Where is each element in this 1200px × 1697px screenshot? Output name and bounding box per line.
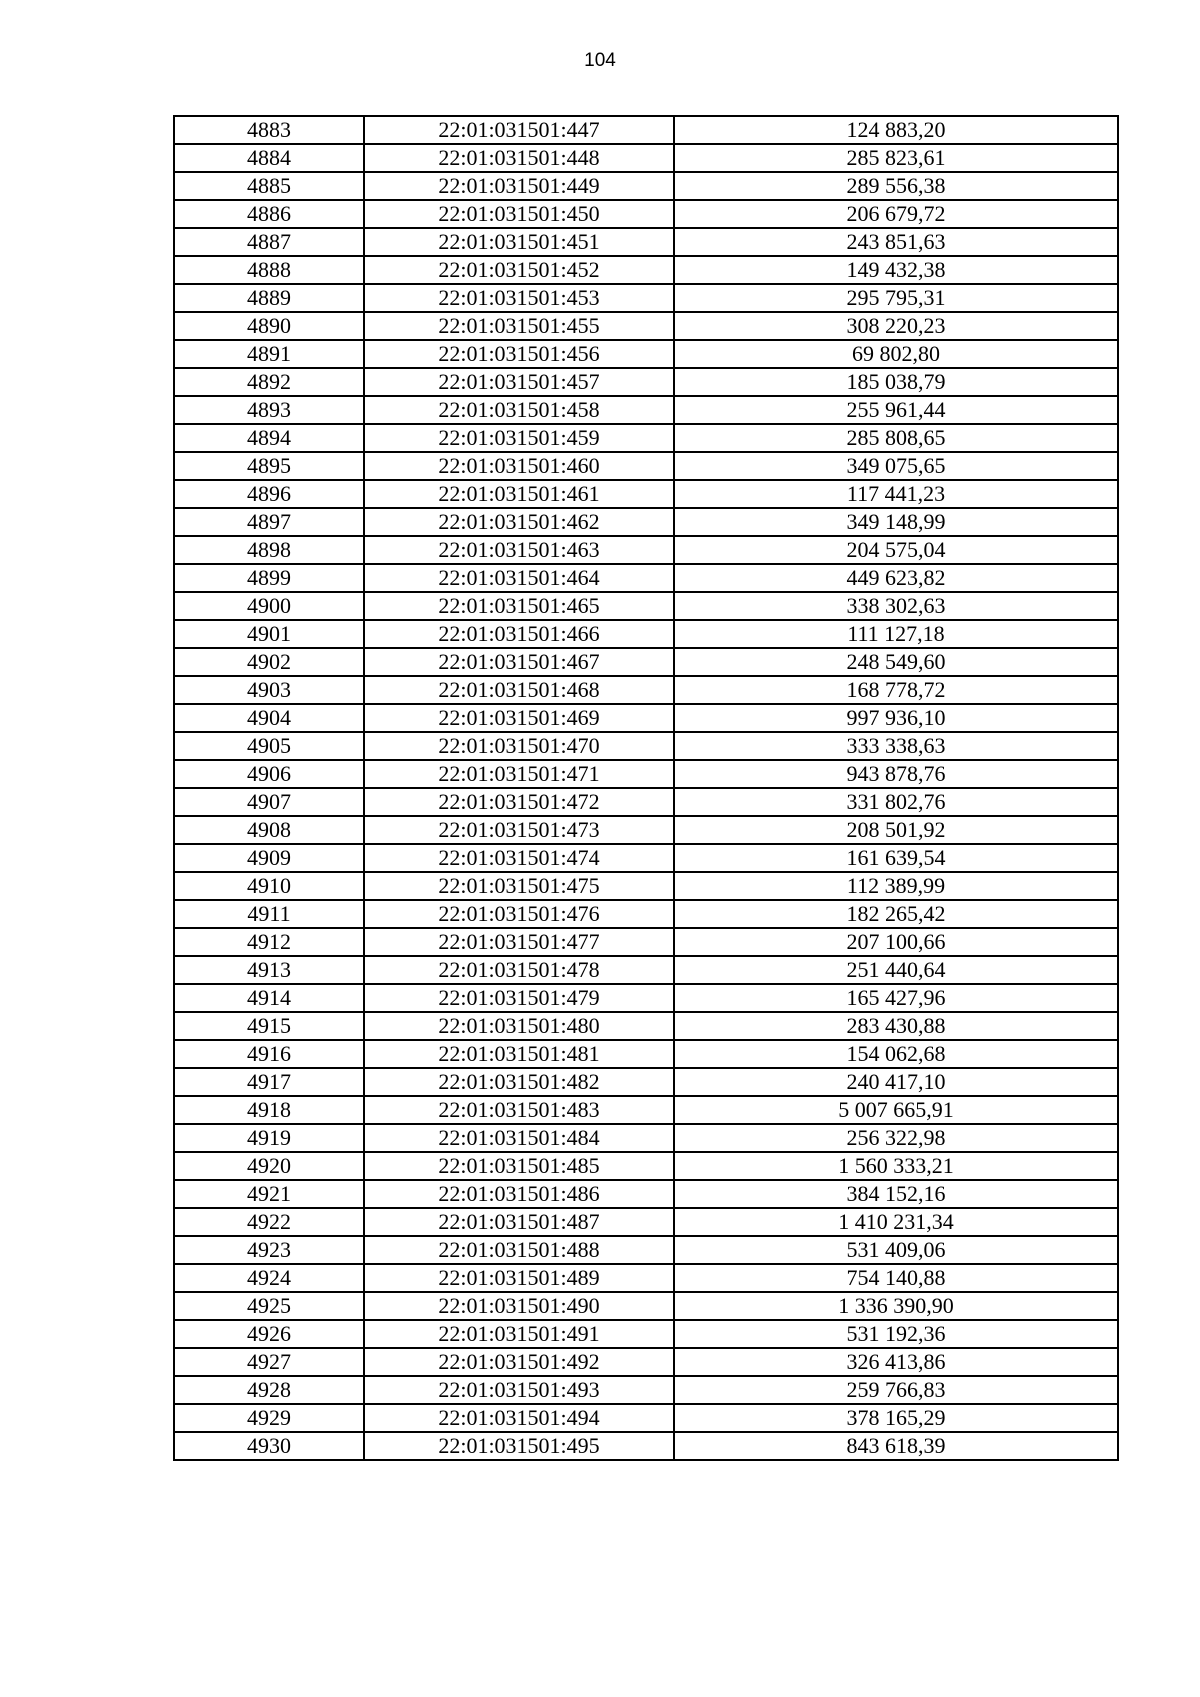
cadastral-number-cell: 22:01:031501:491 — [364, 1320, 674, 1348]
cadastral-value-cell: 338 302,63 — [674, 592, 1118, 620]
row-number-cell: 4883 — [174, 116, 364, 144]
table-row — [174, 228, 1118, 256]
row-number-cell: 4885 — [174, 172, 364, 200]
cadastral-number-cell: 22:01:031501:485 — [364, 1152, 674, 1180]
table-row — [174, 956, 1118, 984]
table-row — [174, 536, 1118, 564]
cadastral-value-cell: 256 322,98 — [674, 1124, 1118, 1152]
cadastral-value-cell: 161 639,54 — [674, 844, 1118, 872]
table-row — [174, 312, 1118, 340]
cadastral-value-cell: 384 152,16 — [674, 1180, 1118, 1208]
row-number-cell: 4900 — [174, 592, 364, 620]
table-row — [174, 1068, 1118, 1096]
cadastral-number-cell: 22:01:031501:463 — [364, 536, 674, 564]
cadastral-number-cell: 22:01:031501:468 — [364, 676, 674, 704]
table-row — [174, 732, 1118, 760]
cadastral-value-cell: 1 336 390,90 — [674, 1292, 1118, 1320]
table-row — [174, 1404, 1118, 1432]
row-number-cell: 4927 — [174, 1348, 364, 1376]
table-row — [174, 340, 1118, 368]
table-row — [174, 648, 1118, 676]
row-number-cell: 4911 — [174, 900, 364, 928]
cadastral-number-cell: 22:01:031501:479 — [364, 984, 674, 1012]
row-number-cell: 4909 — [174, 844, 364, 872]
table-row — [174, 480, 1118, 508]
cadastral-value-cell: 259 766,83 — [674, 1376, 1118, 1404]
cadastral-value-cell: 124 883,20 — [674, 116, 1118, 144]
cadastral-number-cell: 22:01:031501:487 — [364, 1208, 674, 1236]
cadastral-value-cell: 285 823,61 — [674, 144, 1118, 172]
cadastral-value-cell: 5 007 665,91 — [674, 1096, 1118, 1124]
cadastral-number-cell: 22:01:031501:465 — [364, 592, 674, 620]
table-row — [174, 872, 1118, 900]
row-number-cell: 4926 — [174, 1320, 364, 1348]
cadastral-value-cell: 295 795,31 — [674, 284, 1118, 312]
row-number-cell: 4921 — [174, 1180, 364, 1208]
table-row — [174, 564, 1118, 592]
cadastral-number-cell: 22:01:031501:469 — [364, 704, 674, 732]
row-number-cell: 4891 — [174, 340, 364, 368]
cadastral-value-cell: 185 038,79 — [674, 368, 1118, 396]
row-number-cell: 4899 — [174, 564, 364, 592]
cadastral-value-cell: 154 062,68 — [674, 1040, 1118, 1068]
table-row — [174, 984, 1118, 1012]
table-row — [174, 1320, 1118, 1348]
table-row — [174, 1376, 1118, 1404]
table-row — [174, 1208, 1118, 1236]
cadastral-value-cell: 117 441,23 — [674, 480, 1118, 508]
table-row — [174, 368, 1118, 396]
cadastral-number-cell: 22:01:031501:452 — [364, 256, 674, 284]
cadastral-value-cell: 349 075,65 — [674, 452, 1118, 480]
table-row — [174, 1040, 1118, 1068]
row-number-cell: 4925 — [174, 1292, 364, 1320]
table-row — [174, 1236, 1118, 1264]
cadastral-number-cell: 22:01:031501:456 — [364, 340, 674, 368]
row-number-cell: 4912 — [174, 928, 364, 956]
row-number-cell: 4887 — [174, 228, 364, 256]
row-number-cell: 4917 — [174, 1068, 364, 1096]
row-number-cell: 4894 — [174, 424, 364, 452]
row-number-cell: 4904 — [174, 704, 364, 732]
cadastral-number-cell: 22:01:031501:476 — [364, 900, 674, 928]
table-row — [174, 424, 1118, 452]
cadastral-value-cell: 112 389,99 — [674, 872, 1118, 900]
row-number-cell: 4888 — [174, 256, 364, 284]
cadastral-number-cell: 22:01:031501:475 — [364, 872, 674, 900]
cadastral-number-cell: 22:01:031501:484 — [364, 1124, 674, 1152]
cadastral-value-cell: 331 802,76 — [674, 788, 1118, 816]
cadastral-value-cell: 326 413,86 — [674, 1348, 1118, 1376]
row-number-cell: 4930 — [174, 1432, 364, 1460]
cadastral-value-cell: 1 410 231,34 — [674, 1208, 1118, 1236]
cadastral-value-cell: 531 409,06 — [674, 1236, 1118, 1264]
cadastral-number-cell: 22:01:031501:490 — [364, 1292, 674, 1320]
cadastral-value-cell: 349 148,99 — [674, 508, 1118, 536]
cadastral-value-cell: 754 140,88 — [674, 1264, 1118, 1292]
cadastral-number-cell: 22:01:031501:481 — [364, 1040, 674, 1068]
row-number-cell: 4929 — [174, 1404, 364, 1432]
row-number-cell: 4890 — [174, 312, 364, 340]
cadastral-value-cell: 243 851,63 — [674, 228, 1118, 256]
table-row — [174, 1432, 1118, 1460]
cadastral-number-cell: 22:01:031501:486 — [364, 1180, 674, 1208]
cadastral-number-cell: 22:01:031501:482 — [364, 1068, 674, 1096]
table-row — [174, 1096, 1118, 1124]
row-number-cell: 4908 — [174, 816, 364, 844]
row-number-cell: 4895 — [174, 452, 364, 480]
cadastral-value-cell: 207 100,66 — [674, 928, 1118, 956]
cadastral-number-cell: 22:01:031501:458 — [364, 396, 674, 424]
table-row — [174, 144, 1118, 172]
row-number-cell: 4916 — [174, 1040, 364, 1068]
row-number-cell: 4920 — [174, 1152, 364, 1180]
table-row — [174, 900, 1118, 928]
cadastral-value-cell: 308 220,23 — [674, 312, 1118, 340]
cadastral-number-cell: 22:01:031501:461 — [364, 480, 674, 508]
table-row — [174, 704, 1118, 732]
row-number-cell: 4922 — [174, 1208, 364, 1236]
row-number-cell: 4914 — [174, 984, 364, 1012]
cadastral-value-cell: 204 575,04 — [674, 536, 1118, 564]
cadastral-number-cell: 22:01:031501:464 — [364, 564, 674, 592]
cadastral-number-cell: 22:01:031501:448 — [364, 144, 674, 172]
row-number-cell: 4905 — [174, 732, 364, 760]
table-row — [174, 816, 1118, 844]
table-row — [174, 1124, 1118, 1152]
row-number-cell: 4893 — [174, 396, 364, 424]
row-number-cell: 4919 — [174, 1124, 364, 1152]
cadastral-number-cell: 22:01:031501:459 — [364, 424, 674, 452]
page-number: 104 — [584, 50, 616, 71]
row-number-cell: 4910 — [174, 872, 364, 900]
cadastral-number-cell: 22:01:031501:467 — [364, 648, 674, 676]
row-number-cell: 4892 — [174, 368, 364, 396]
cadastral-value-cell: 843 618,39 — [674, 1432, 1118, 1460]
cadastral-number-cell: 22:01:031501:450 — [364, 200, 674, 228]
cadastral-value-cell: 449 623,82 — [674, 564, 1118, 592]
row-number-cell: 4913 — [174, 956, 364, 984]
cadastral-value-cell: 149 432,38 — [674, 256, 1118, 284]
cadastral-number-cell: 22:01:031501:472 — [364, 788, 674, 816]
cadastral-value-cell: 997 936,10 — [674, 704, 1118, 732]
cadastral-number-cell: 22:01:031501:477 — [364, 928, 674, 956]
cadastral-value-cell: 531 192,36 — [674, 1320, 1118, 1348]
cadastral-value-cell: 333 338,63 — [674, 732, 1118, 760]
cadastral-number-cell: 22:01:031501:471 — [364, 760, 674, 788]
row-number-cell: 4907 — [174, 788, 364, 816]
cadastral-number-cell: 22:01:031501:447 — [364, 116, 674, 144]
cadastral-value-cell: 251 440,64 — [674, 956, 1118, 984]
table-row — [174, 788, 1118, 816]
cadastral-value-cell: 111 127,18 — [674, 620, 1118, 648]
cadastral-value-cell: 283 430,88 — [674, 1012, 1118, 1040]
cadastral-number-cell: 22:01:031501:474 — [364, 844, 674, 872]
table-row — [174, 396, 1118, 424]
row-number-cell: 4889 — [174, 284, 364, 312]
cadastral-value-cell: 289 556,38 — [674, 172, 1118, 200]
table-row — [174, 256, 1118, 284]
cadastral-value-cell: 182 265,42 — [674, 900, 1118, 928]
cadastral-number-cell: 22:01:031501:451 — [364, 228, 674, 256]
cadastral-value-cell: 943 878,76 — [674, 760, 1118, 788]
table-row — [174, 116, 1118, 144]
cadastral-number-cell: 22:01:031501:488 — [364, 1236, 674, 1264]
row-number-cell: 4923 — [174, 1236, 364, 1264]
table-row — [174, 676, 1118, 704]
table-row — [174, 844, 1118, 872]
cadastral-number-cell: 22:01:031501:494 — [364, 1404, 674, 1432]
table-body — [174, 116, 1118, 1460]
cadastral-number-cell: 22:01:031501:466 — [364, 620, 674, 648]
cadastral-number-cell: 22:01:031501:473 — [364, 816, 674, 844]
cadastral-number-cell: 22:01:031501:462 — [364, 508, 674, 536]
row-number-cell: 4924 — [174, 1264, 364, 1292]
cadastral-number-cell: 22:01:031501:480 — [364, 1012, 674, 1040]
cadastral-number-cell: 22:01:031501:460 — [364, 452, 674, 480]
table-row — [174, 1152, 1118, 1180]
row-number-cell: 4886 — [174, 200, 364, 228]
cadastral-number-cell: 22:01:031501:492 — [364, 1348, 674, 1376]
row-number-cell: 4901 — [174, 620, 364, 648]
table-row — [174, 592, 1118, 620]
cadastral-value-cell: 240 417,10 — [674, 1068, 1118, 1096]
table-row — [174, 172, 1118, 200]
cadastral-number-cell: 22:01:031501:478 — [364, 956, 674, 984]
row-number-cell: 4896 — [174, 480, 364, 508]
row-number-cell: 4898 — [174, 536, 364, 564]
cadastral-value-cell: 206 679,72 — [674, 200, 1118, 228]
table-row — [174, 508, 1118, 536]
cadastral-number-cell: 22:01:031501:489 — [364, 1264, 674, 1292]
row-number-cell: 4902 — [174, 648, 364, 676]
cadastral-value-table — [173, 115, 1119, 1461]
cadastral-value-cell: 248 549,60 — [674, 648, 1118, 676]
cadastral-number-cell: 22:01:031501:495 — [364, 1432, 674, 1460]
cadastral-value-cell: 69 802,80 — [674, 340, 1118, 368]
table-row — [174, 1012, 1118, 1040]
cadastral-value-cell: 255 961,44 — [674, 396, 1118, 424]
cadastral-number-cell: 22:01:031501:493 — [364, 1376, 674, 1404]
cadastral-number-cell: 22:01:031501:457 — [364, 368, 674, 396]
table-row — [174, 200, 1118, 228]
cadastral-value-cell: 378 165,29 — [674, 1404, 1118, 1432]
row-number-cell: 4928 — [174, 1376, 364, 1404]
table-row — [174, 928, 1118, 956]
row-number-cell: 4918 — [174, 1096, 364, 1124]
row-number-cell: 4906 — [174, 760, 364, 788]
cadastral-number-cell: 22:01:031501:455 — [364, 312, 674, 340]
table-row — [174, 1264, 1118, 1292]
cadastral-value-cell: 285 808,65 — [674, 424, 1118, 452]
cadastral-value-cell: 208 501,92 — [674, 816, 1118, 844]
row-number-cell: 4884 — [174, 144, 364, 172]
cadastral-value-cell: 1 560 333,21 — [674, 1152, 1118, 1180]
table-row — [174, 1180, 1118, 1208]
table-row — [174, 760, 1118, 788]
row-number-cell: 4897 — [174, 508, 364, 536]
table-row — [174, 620, 1118, 648]
row-number-cell: 4903 — [174, 676, 364, 704]
cadastral-number-cell: 22:01:031501:453 — [364, 284, 674, 312]
table-row — [174, 1348, 1118, 1376]
cadastral-value-cell: 165 427,96 — [674, 984, 1118, 1012]
row-number-cell: 4915 — [174, 1012, 364, 1040]
table-row — [174, 284, 1118, 312]
cadastral-value-cell: 168 778,72 — [674, 676, 1118, 704]
cadastral-number-cell: 22:01:031501:449 — [364, 172, 674, 200]
table-row — [174, 452, 1118, 480]
cadastral-number-cell: 22:01:031501:483 — [364, 1096, 674, 1124]
table-row — [174, 1292, 1118, 1320]
cadastral-number-cell: 22:01:031501:470 — [364, 732, 674, 760]
